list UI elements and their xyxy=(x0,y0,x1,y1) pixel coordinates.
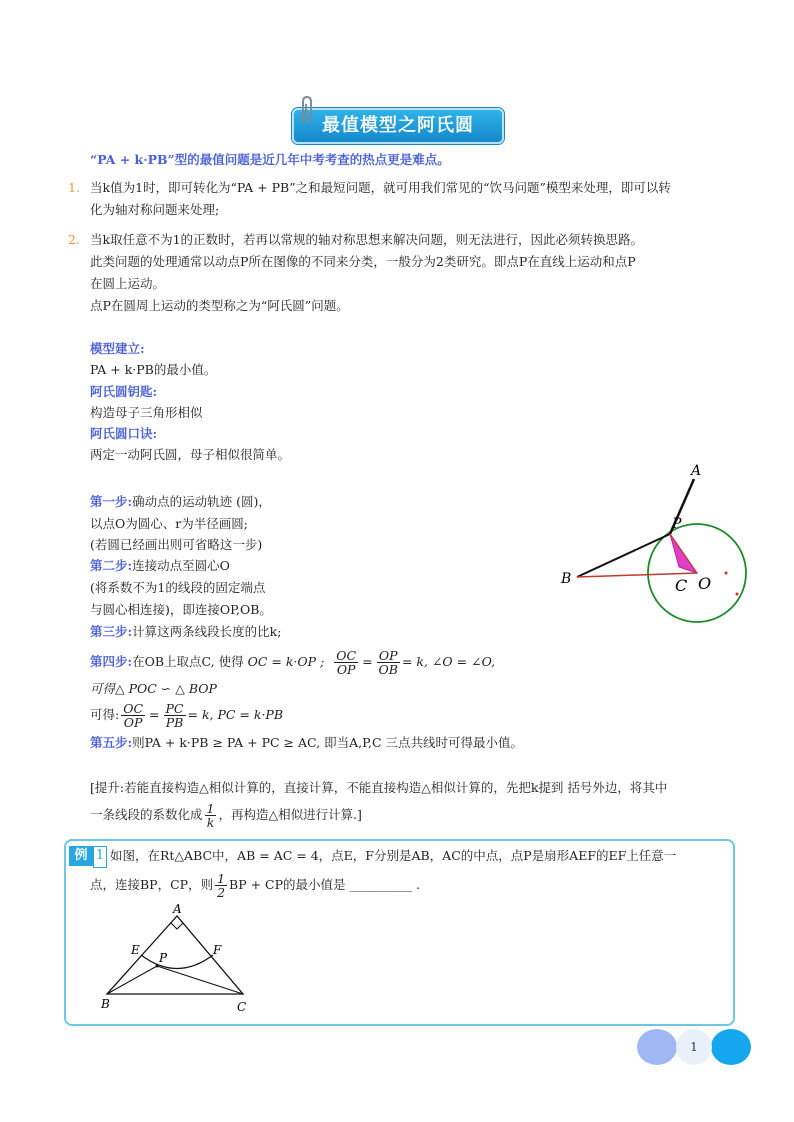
item2-number: 2. xyxy=(68,232,80,247)
step2-line2: (将系数不为1的线段的固定端点 xyxy=(90,580,266,595)
step4-line3-a: 可得: xyxy=(90,707,120,722)
frac-den: PB xyxy=(165,714,184,730)
page-number: 1 xyxy=(690,1040,698,1054)
label-b2: B xyxy=(101,997,110,1011)
frac-num: OC xyxy=(336,647,357,663)
label-o: O xyxy=(698,574,712,593)
fraction-oc-op xyxy=(334,649,358,676)
step4-tail: = k, ∠O = ∠O, xyxy=(401,654,496,669)
tip-line1: [提升:若能直接构造△相似计算的，直接计算，不能直接构造△相似计算的，先把k提到 括号外边，将其中 xyxy=(90,780,668,795)
frac-num: 1 xyxy=(206,800,215,816)
step3-label: 第三步: xyxy=(90,624,133,639)
label-c2: C xyxy=(237,1000,247,1014)
title-banner xyxy=(292,108,504,144)
label-b: B xyxy=(561,571,572,587)
step4-label: 第四步: xyxy=(90,654,133,669)
step3 xyxy=(90,622,281,642)
frac-den: OB xyxy=(378,661,398,677)
step5-text: 则PA + k·PB ≥ PA + PC ≥ AC, 即当A,P,C 三点共线时可得最小值。 xyxy=(132,735,523,750)
step1-line3: (若圆已经画出则可省略这一步) xyxy=(90,537,263,552)
fraction-1-2 xyxy=(215,872,227,899)
segment-pb xyxy=(577,534,670,577)
frac-num: PC xyxy=(165,700,184,716)
example-line2 xyxy=(90,870,420,900)
step2-text: 连接动点至圆心O xyxy=(132,558,230,573)
step1 xyxy=(90,492,271,512)
point-o-dot xyxy=(725,572,728,575)
segment-bp xyxy=(107,966,157,994)
example-badge: 例 xyxy=(69,846,93,866)
frac-num: OC xyxy=(123,700,144,716)
arc-ef xyxy=(141,955,213,969)
frac-den: OP xyxy=(336,661,356,677)
label-p: P xyxy=(672,516,682,532)
frac-num: 1 xyxy=(217,870,226,886)
apollonius-figure xyxy=(555,455,755,625)
frac-den: 2 xyxy=(217,884,226,900)
model-heading: 模型建立: xyxy=(90,341,145,356)
fraction-op-ob xyxy=(377,649,400,676)
step2-label: 第二步: xyxy=(90,558,133,573)
item1-line2: 化为轴对称问题来处理; xyxy=(90,202,220,217)
label-c: C xyxy=(675,576,688,595)
step1-text: 确动点的运动轨迹 (圆)， xyxy=(132,494,271,509)
key-heading: 阿氏圆钥匙: xyxy=(90,384,158,399)
label-p2: P xyxy=(159,951,168,965)
label-a2: A xyxy=(173,902,182,916)
step1-label: 第一步: xyxy=(90,494,133,509)
step2 xyxy=(90,556,230,576)
step4 xyxy=(90,647,495,677)
intro-text: “PA + k·PB”型的最值问题是近几年中考考查的热点更是难点。 xyxy=(90,152,450,167)
item2-line1: 当k取任意不为1的正数时，若再以常规的轴对称思想来解决问题，则无法进行，因此必须转换思路。 xyxy=(90,232,644,247)
model-text: PA + k·PB的最小值。 xyxy=(90,362,217,377)
fraction-pc-pb xyxy=(164,702,186,729)
fraction-oc-op-2 xyxy=(121,702,145,729)
equals-sign: = xyxy=(149,707,160,722)
segment-cp xyxy=(157,966,243,994)
label-a: A xyxy=(691,463,702,479)
tip-line2 xyxy=(90,800,362,830)
example-line2-b: BP + CP的最小值是 __________ . xyxy=(229,877,420,892)
fraction-1-k xyxy=(205,802,217,829)
page-decor-left xyxy=(637,1029,677,1065)
rhyme-heading: 阿氏圆口诀: xyxy=(90,426,158,441)
paperclip-icon xyxy=(296,94,318,128)
frac-den: k xyxy=(206,814,215,830)
label-e: E xyxy=(131,943,140,957)
item2-line2: 此类问题的处理通常以动点P所在图像的不同来分类，一般分为2类研究。即点P在直线上运动和点P xyxy=(90,254,636,269)
tip-line2-b: ，再构造△相似进行计算.] xyxy=(218,807,362,822)
point-marker xyxy=(736,593,739,596)
item2-line4: 点P在圆周上运动的类型称之为“阿氏圆”问题。 xyxy=(90,298,349,313)
page-decor-right xyxy=(711,1029,751,1065)
example-line2-a: 点，连接BP，CP，则 xyxy=(90,877,214,892)
step4-text-b: OC = k·OP ; xyxy=(247,654,325,669)
key-text: 构造母子三角形相似 xyxy=(90,405,203,420)
item1-line1: 当k值为1时，即可转化为“PA + PB”之和最短问题，就可用我们常见的“饮马问题”模型来处理，即可以转 xyxy=(90,180,671,195)
step5-label: 第五步: xyxy=(90,735,133,750)
step3-text: 计算这两条线段长度的比k; xyxy=(132,624,282,639)
step4-line3-tail: = k, PC = k·PB xyxy=(187,707,284,722)
equals-sign: = xyxy=(362,654,373,669)
item2-line3: 在圆上运动。 xyxy=(90,276,166,291)
step2-line3: 与圆心相连接)，即连接OP,OB。 xyxy=(90,602,272,617)
page-title: 最值模型之阿氏圆 xyxy=(322,115,474,136)
example-line1: 如图，在Rt△ABC中，AB = AC = 4，点E，F分别是AB，AC的中点，点P是扇形AEF的EF上任意一 xyxy=(110,848,677,863)
frac-den: OP xyxy=(123,714,143,730)
triangle-figure xyxy=(95,898,265,1018)
example-number: 1 xyxy=(93,846,107,868)
item1-number: 1. xyxy=(68,180,80,195)
tip-line2-a: 一条线段的系数化成 xyxy=(90,807,203,822)
step4-text-a: 在OB上取点C, 使得 xyxy=(132,654,244,669)
step1-line2: 以点O为圆心、r为半径画圆; xyxy=(90,516,248,531)
step4-line3 xyxy=(90,700,283,730)
rhyme-text: 两定一动阿氏圆，母子相似很简单。 xyxy=(90,447,291,462)
step4-line2: 可得△ POC ∽ △ BOP xyxy=(90,681,217,696)
right-angle-mark xyxy=(171,923,183,929)
frac-num: OP xyxy=(377,649,400,663)
step5 xyxy=(90,733,523,753)
label-f: F xyxy=(213,943,222,957)
